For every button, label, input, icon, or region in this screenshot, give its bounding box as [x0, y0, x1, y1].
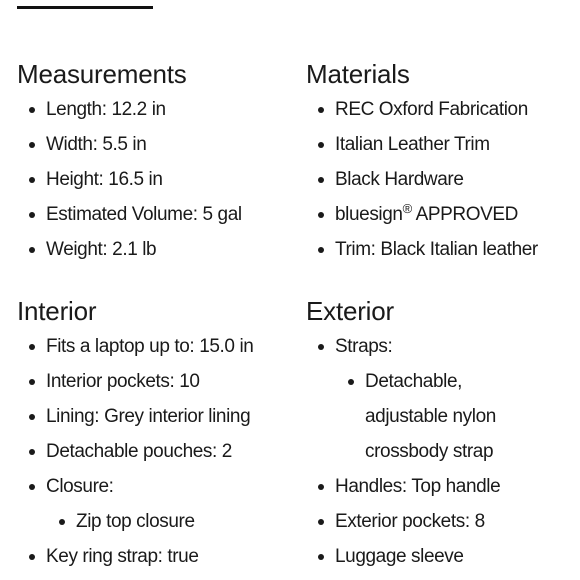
- list-item-leather-trim: Italian Leather Trim: [306, 127, 576, 162]
- bluesign-status: APPROVED: [411, 204, 518, 225]
- list-item-straps-line-1: Detachable,: [306, 364, 576, 399]
- list-item-closure-value: Zip top closure: [17, 504, 287, 539]
- list-item-straps: Straps:: [306, 329, 576, 364]
- list-item-lining: Lining: Grey interior lining: [17, 399, 287, 434]
- list-item-bluesign: [306, 197, 576, 232]
- list-item-handles: Handles: Top handle: [306, 469, 576, 504]
- list-item-hardware: Black Hardware: [306, 162, 576, 197]
- list-item-fabrication: REC Oxford Fabrication: [306, 92, 576, 127]
- list-item-trim: Trim: Black Italian leather: [306, 232, 576, 267]
- left-column: [17, 56, 287, 574]
- active-tab-indicator: [17, 6, 153, 9]
- list-item-height: Height: 16.5 in: [17, 162, 287, 197]
- measurements-heading: Measurements: [17, 59, 187, 89]
- materials-list: [306, 92, 576, 267]
- measurements-section: [17, 56, 287, 267]
- list-item-key-ring: Key ring strap: true: [17, 539, 287, 574]
- materials-heading: Materials: [306, 59, 410, 89]
- bluesign-brand: bluesign: [335, 204, 403, 225]
- exterior-heading: Exterior: [306, 296, 394, 326]
- list-item-straps-line-3: crossbody strap: [365, 441, 494, 462]
- list-item-pouches: Detachable pouches: 2: [17, 434, 287, 469]
- list-item-closure: Closure:: [17, 469, 287, 504]
- interior-section: [17, 293, 287, 574]
- list-item-volume: Estimated Volume: 5 gal: [17, 197, 287, 232]
- exterior-list: [306, 329, 576, 574]
- interior-list: [17, 329, 287, 574]
- list-item-length: Length: 12.2 in: [17, 92, 287, 127]
- measurements-list: [17, 92, 287, 267]
- list-item-exterior-pockets: Exterior pockets: 8: [306, 504, 576, 539]
- list-item-straps-line-2: adjustable nylon: [365, 406, 496, 427]
- right-column: [306, 56, 576, 574]
- interior-heading: Interior: [17, 296, 97, 326]
- exterior-section: [306, 293, 576, 574]
- list-item-weight: Weight: 2.1 lb: [17, 232, 287, 267]
- list-item-width: Width: 5.5 in: [17, 127, 287, 162]
- materials-section: [306, 56, 576, 267]
- registered-mark: ®: [402, 201, 412, 216]
- list-item-interior-pockets: Interior pockets: 10: [17, 364, 287, 399]
- list-item-laptop: Fits a laptop up to: 15.0 in: [17, 329, 287, 364]
- list-item-luggage-sleeve: Luggage sleeve: [306, 539, 576, 574]
